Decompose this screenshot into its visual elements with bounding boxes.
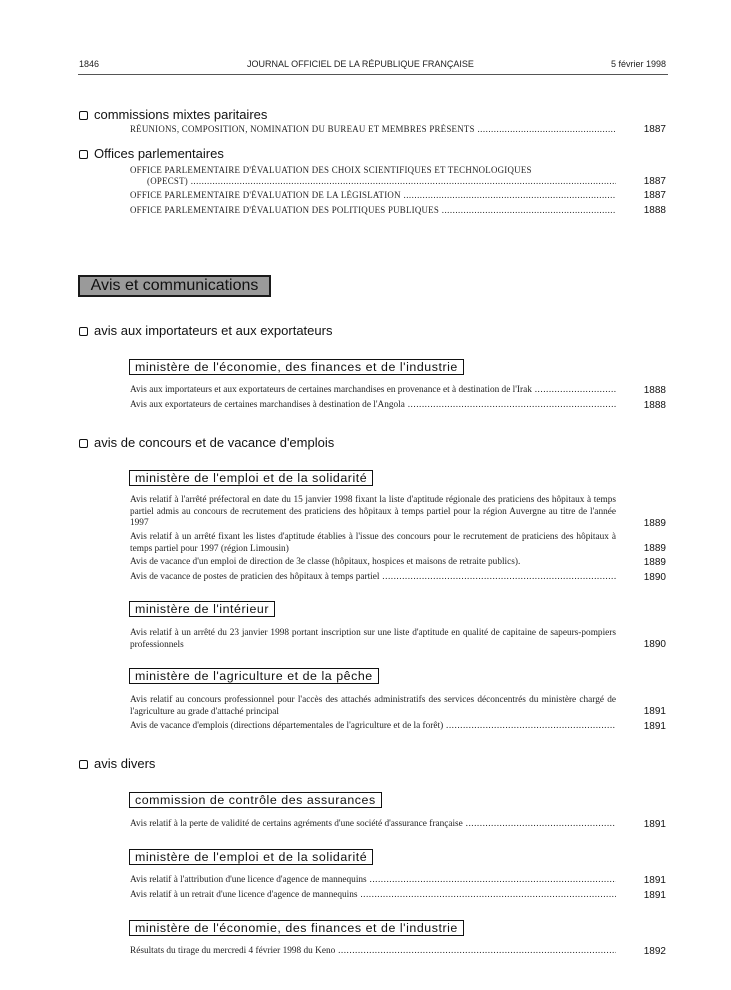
category-heading: avis aux importateurs et aux exportateurs xyxy=(94,323,333,338)
toc-entry[interactable]: Résultats du tirage du mercredi 4 février 1998 du Keno ..... xyxy=(130,946,616,958)
toc-entry[interactable]: Avis relatif à un arrêté fixant les listes d'aptitude établies à l'issue des concours pour le recrutement de praticiens des hôpitaux à temps partiel pour 1997 (région Limousin) xyxy=(130,532,616,554)
page-ref: 1891 xyxy=(643,890,666,901)
toc-entry[interactable]: Avis relatif à un arrêté du 23 janvier 1998 portant inscription sur une liste d'aptitude en qualité de capitaine de sapeurs-pompiers professionnels xyxy=(130,628,616,650)
checkbox-icon xyxy=(79,111,88,120)
issue-date: 5 février 1998 xyxy=(611,59,667,69)
header-rule xyxy=(78,74,668,75)
page-ref: 1887 xyxy=(643,124,666,135)
checkbox-icon xyxy=(79,439,88,448)
page-ref: 1889 xyxy=(643,543,666,554)
page-ref: 1891 xyxy=(643,819,666,830)
category-divers xyxy=(79,756,155,771)
category-concours xyxy=(79,435,334,450)
toc-entry[interactable]: OFFICE PARLEMENTAIRE D'ÉVALUATION DES POLITIQUES PUBLIQUES ..... xyxy=(130,205,616,217)
ministry-label: ministère de l'intérieur xyxy=(129,601,275,617)
page-ref: 1891 xyxy=(643,875,666,886)
category-offices-parlementaires xyxy=(79,146,224,161)
page-ref: 1891 xyxy=(643,706,666,717)
category-importateurs xyxy=(79,323,332,338)
category-heading: Offices parlementaires xyxy=(94,146,224,161)
page-ref: 1887 xyxy=(643,176,666,187)
page-ref: 1889 xyxy=(643,518,666,529)
ministry-label: commission de contrôle des assurances xyxy=(129,792,382,808)
toc-entry[interactable]: Avis de vacance d'un emploi de direction de 3e classe (hôpitaux, hospices et maisons de retraite publics). xyxy=(130,557,521,567)
category-commissions-mixtes xyxy=(79,107,267,122)
journal-title: JOURNAL OFFICIEL DE LA RÉPUBLIQUE FRANÇAISE xyxy=(247,59,474,69)
category-heading: avis divers xyxy=(94,756,156,771)
page-ref: 1890 xyxy=(643,572,666,583)
ministry-label: ministère de l'emploi et de la solidarité xyxy=(129,849,373,865)
ministry-label: ministère de l'emploi et de la solidarité xyxy=(129,470,373,486)
category-heading: avis de concours et de vacance d'emplois xyxy=(94,435,335,450)
toc-entry-line: OFFICE PARLEMENTAIRE D'ÉVALUATION DES CHOIX SCIENTIFIQUES ET TECHNOLOGIQUES xyxy=(130,165,532,175)
toc-entry[interactable]: Avis aux importateurs et aux exportateurs de certaines marchandises en provenance et à destination de l'Irak ..... xyxy=(130,385,616,397)
page-ref: 1889 xyxy=(643,557,666,568)
ministry-label: ministère de l'économie, des finances et de l'industrie xyxy=(129,359,464,375)
page-ref: 1888 xyxy=(643,400,666,411)
checkbox-icon xyxy=(79,760,88,769)
toc-entry[interactable]: Avis de vacance de postes de praticien des hôpitaux à temps partiel ..... xyxy=(130,572,616,584)
category-heading: commissions mixtes paritaires xyxy=(94,107,268,122)
page-ref: 1892 xyxy=(643,946,666,957)
toc-entry[interactable]: Avis relatif au concours professionnel pour l'accès des attachés administratifs des services déconcentrés du ministère chargé de l'agriculture au grade d'attaché principal xyxy=(130,695,616,717)
checkbox-icon xyxy=(79,327,88,336)
section-title: Avis et communications xyxy=(78,275,271,297)
toc-entry[interactable]: OFFICE PARLEMENTAIRE D'ÉVALUATION DE LA LÉGISLATION ..... xyxy=(130,190,616,202)
toc-entry[interactable]: (OPECST) ..... xyxy=(147,176,616,188)
toc-entry[interactable]: RÉUNIONS, COMPOSITION, NOMINATION DU BUREAU ET MEMBRES PRÉSENTS ..... xyxy=(130,124,616,136)
page-ref: 1888 xyxy=(643,385,666,396)
toc-entry[interactable]: Avis de vacance d'emplois (directions départementales de l'agriculture et de la forêt) ..... xyxy=(130,721,616,733)
ministry-label: ministère de l'agriculture et de la pêche xyxy=(129,668,379,684)
page-number: 1846 xyxy=(79,59,100,69)
toc-entry[interactable]: Avis relatif à un retrait d'une licence d'agence de mannequins ..... xyxy=(130,890,616,902)
toc-entry[interactable]: Avis relatif à la perte de validité de certains agréments d'une société d'assurance française ..... xyxy=(130,819,616,831)
page-ref: 1887 xyxy=(643,190,666,201)
page-ref: 1888 xyxy=(643,205,666,216)
page-ref: 1891 xyxy=(643,721,666,732)
ministry-label: ministère de l'économie, des finances et de l'industrie xyxy=(129,920,464,936)
toc-entry[interactable]: Avis aux exportateurs de certaines marchandises à destination de l'Angola ..... xyxy=(130,400,616,412)
page-ref: 1890 xyxy=(643,639,666,650)
checkbox-icon xyxy=(79,150,88,159)
toc-entry[interactable]: Avis relatif à l'attribution d'une licence d'agence de mannequins ..... xyxy=(130,875,616,887)
toc-entry[interactable]: Avis relatif à l'arrêté préfectoral en date du 15 janvier 1998 fixant la liste d'aptitude régionale des praticiens des hôpitaux à temps partiel admis au concours de recrutement des praticiens des hôpitaux à temps partiel pour la région Auvergne au titre de l'année 1997 xyxy=(130,495,616,528)
